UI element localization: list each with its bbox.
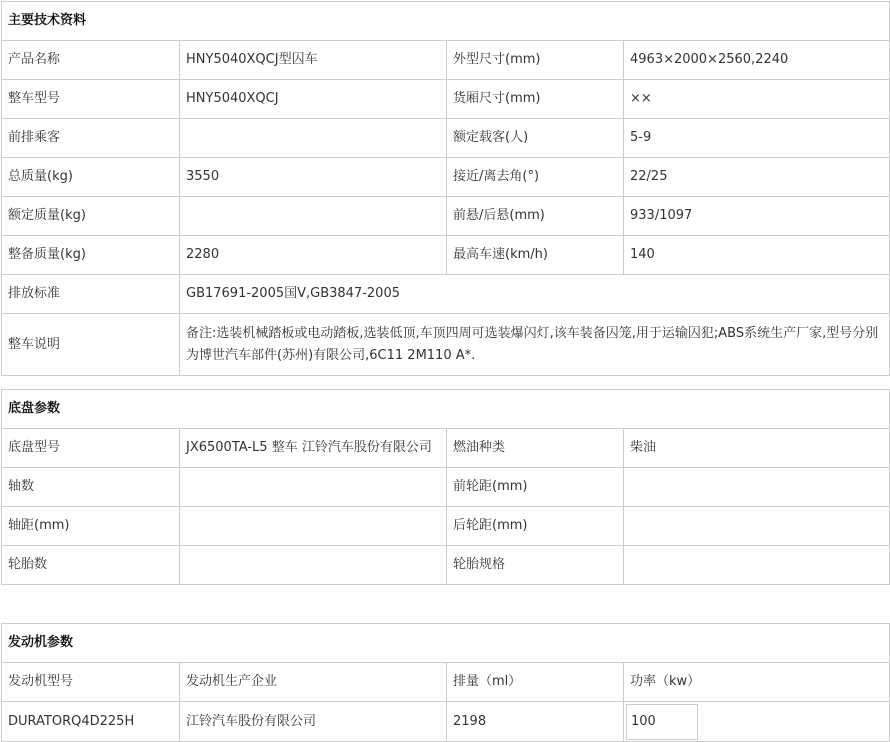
spec-label: 额定载客(人): [447, 119, 624, 158]
table-row: [2, 507, 890, 546]
engine-displacement: 2198: [447, 702, 624, 742]
spec-value: [624, 507, 890, 546]
table-row: [2, 468, 890, 507]
spec-label: 燃油种类: [447, 429, 624, 468]
spec-label: 产品名称: [2, 41, 180, 80]
spec-value: 22/25: [624, 158, 890, 197]
spec-label: 轮胎规格: [447, 546, 624, 585]
engine-model: DURATORQ4D225H: [2, 702, 180, 742]
spec-label: 整备质量(kg): [2, 236, 180, 275]
note-value: 备注:选装机械踏板或电动踏板,选装低顶,车顶四周可选装爆闪灯,该车装备囚笼,用于运输囚犯;ABS系统生产厂家,型号分别为博世汽车部件(苏州)有限公司,6C11 2M110 A*.: [180, 314, 890, 376]
main-specs-table: [1, 1, 890, 376]
spec-label: 前排乘客: [2, 119, 180, 158]
spec-value: [180, 546, 447, 585]
spec-value: HNY5040XQCJ型囚车: [180, 41, 447, 80]
table-row: [2, 314, 890, 376]
table-row: [2, 41, 890, 80]
spec-value: ××: [624, 80, 890, 119]
emission-label: 排放标准: [2, 275, 180, 314]
engine-manufacturer: 江铃汽车股份有限公司: [180, 702, 447, 742]
chassis-title: 底盘参数: [2, 390, 890, 429]
spec-value: 140: [624, 236, 890, 275]
spec-label: 后轮距(mm): [447, 507, 624, 546]
spec-label: 前悬/后悬(mm): [447, 197, 624, 236]
table-row: [2, 275, 890, 314]
spec-value: 933/1097: [624, 197, 890, 236]
spec-value: [180, 468, 447, 507]
note-label: 整车说明: [2, 314, 180, 376]
spec-value: 5-9: [624, 119, 890, 158]
column-header: 排量（ml）: [447, 663, 624, 702]
spec-value: [624, 546, 890, 585]
engine-title: 发动机参数: [2, 624, 890, 663]
table-row: [2, 702, 890, 742]
table-row: [2, 158, 890, 197]
table-row: [2, 546, 890, 585]
table-row: [2, 197, 890, 236]
spec-value: [624, 468, 890, 507]
table-row: [2, 119, 890, 158]
spec-label: 最高车速(km/h): [447, 236, 624, 275]
emission-value: GB17691-2005国Ⅴ,GB3847-2005: [180, 275, 890, 314]
spec-value: JX6500TA-L5 整车 江铃汽车股份有限公司: [180, 429, 447, 468]
chassis-table: [1, 389, 890, 585]
column-header: 功率（kw）: [624, 663, 890, 702]
spec-label: 底盘型号: [2, 429, 180, 468]
table-row: [2, 429, 890, 468]
engine-table: [1, 623, 890, 742]
spec-value: HNY5040XQCJ: [180, 80, 447, 119]
spec-value: [180, 507, 447, 546]
spec-label: 额定质量(kg): [2, 197, 180, 236]
main-specs-title: 主要技术资料: [2, 2, 890, 41]
table-row: [2, 236, 890, 275]
spec-label: 外型尺寸(mm): [447, 41, 624, 80]
spec-label: 轮胎数: [2, 546, 180, 585]
spec-value: 柴油: [624, 429, 890, 468]
table-header-row: [2, 663, 890, 702]
spec-label: 轴距(mm): [2, 507, 180, 546]
spec-label: 前轮距(mm): [447, 468, 624, 507]
spec-label: 轴数: [2, 468, 180, 507]
spec-label: 总质量(kg): [2, 158, 180, 197]
engine-power-value: 100: [626, 704, 698, 740]
spec-label: 整车型号: [2, 80, 180, 119]
column-header: 发动机生产企业: [180, 663, 447, 702]
spec-value: [180, 119, 447, 158]
column-header: 发动机型号: [2, 663, 180, 702]
table-row: [2, 80, 890, 119]
spec-value: [180, 197, 447, 236]
spec-label: 货厢尺寸(mm): [447, 80, 624, 119]
spec-label: 接近/离去角(°): [447, 158, 624, 197]
spec-value: 2280: [180, 236, 447, 275]
spec-value: 3550: [180, 158, 447, 197]
spec-value: 4963×2000×2560,2240: [624, 41, 890, 80]
engine-power-cell: [624, 702, 890, 742]
